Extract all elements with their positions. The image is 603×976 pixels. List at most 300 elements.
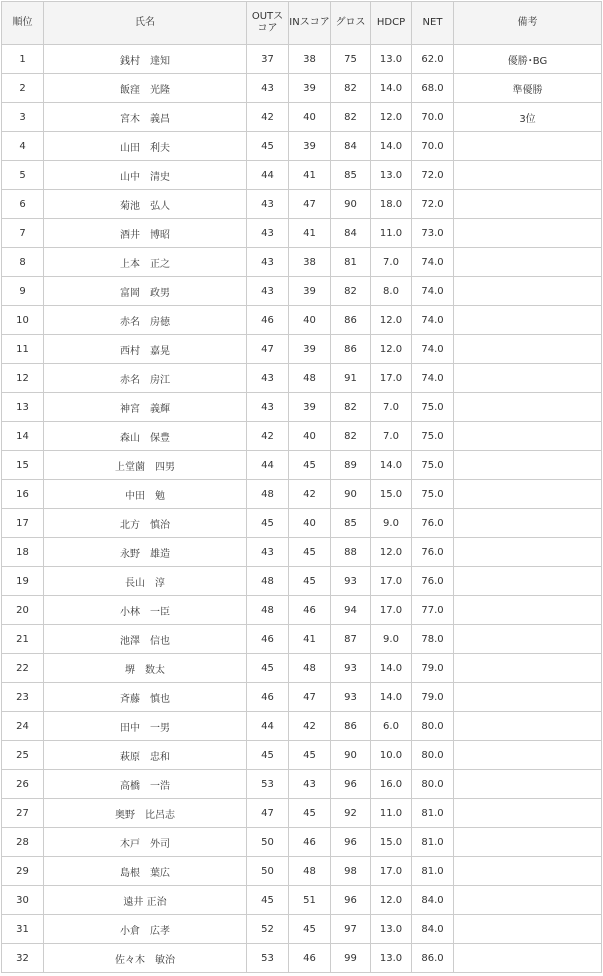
note-cell [454, 335, 602, 364]
gross-cell: 85 [331, 509, 371, 538]
hdcp-cell: 17.0 [371, 596, 412, 625]
rank-cell: 12 [2, 364, 44, 393]
gross-cell: 96 [331, 886, 371, 915]
table-row [2, 306, 602, 335]
rank-cell: 16 [2, 480, 44, 509]
in-score-cell: 39 [289, 277, 331, 306]
rank-cell: 27 [2, 799, 44, 828]
table-row [2, 799, 602, 828]
name-cell: 森山 保豊 [44, 422, 247, 451]
rank-cell: 2 [2, 74, 44, 103]
note-cell [454, 683, 602, 712]
note-cell [454, 480, 602, 509]
name-cell: 山田 利夫 [44, 132, 247, 161]
rank-cell: 32 [2, 944, 44, 973]
name-cell: 上堂薗 四男 [44, 451, 247, 480]
hdcp-cell: 14.0 [371, 683, 412, 712]
table-row [2, 886, 602, 915]
name-cell: 小林 一臣 [44, 596, 247, 625]
table-row [2, 596, 602, 625]
table-row [2, 944, 602, 973]
in-score-cell: 46 [289, 944, 331, 973]
table-row [2, 248, 602, 277]
out-score-cell: 37 [247, 45, 289, 74]
name-cell: 堺 数太 [44, 654, 247, 683]
note-cell [454, 509, 602, 538]
gross-cell: 87 [331, 625, 371, 654]
name-cell: 高橋 一浩 [44, 770, 247, 799]
table-row [2, 103, 602, 132]
net-cell: 81.0 [412, 828, 454, 857]
rank-cell: 20 [2, 596, 44, 625]
gross-cell: 90 [331, 480, 371, 509]
name-cell: 田中 一男 [44, 712, 247, 741]
results-table [1, 1, 602, 973]
name-cell: 宮木 義昌 [44, 103, 247, 132]
rank-cell: 21 [2, 625, 44, 654]
hdcp-cell: 12.0 [371, 335, 412, 364]
hdcp-cell: 14.0 [371, 654, 412, 683]
gross-cell: 93 [331, 567, 371, 596]
name-cell: 池澤 信也 [44, 625, 247, 654]
note-cell [454, 596, 602, 625]
rank-cell: 4 [2, 132, 44, 161]
hdcp-cell: 7.0 [371, 248, 412, 277]
in-score-cell: 46 [289, 828, 331, 857]
header-hdcp: HDCP [371, 2, 412, 45]
header-in-score: INスコア [289, 2, 331, 45]
note-cell [454, 219, 602, 248]
name-cell: 島根 葉広 [44, 857, 247, 886]
hdcp-cell: 11.0 [371, 219, 412, 248]
net-cell: 74.0 [412, 248, 454, 277]
hdcp-cell: 10.0 [371, 741, 412, 770]
net-cell: 78.0 [412, 625, 454, 654]
in-score-cell: 45 [289, 567, 331, 596]
in-score-cell: 48 [289, 857, 331, 886]
out-score-cell: 43 [247, 190, 289, 219]
table-row [2, 654, 602, 683]
name-cell: 佐々木 敏治 [44, 944, 247, 973]
name-cell: 永野 雄造 [44, 538, 247, 567]
hdcp-cell: 8.0 [371, 277, 412, 306]
note-cell [454, 944, 602, 973]
name-cell: 赤名 房江 [44, 364, 247, 393]
note-cell [454, 248, 602, 277]
out-score-cell: 46 [247, 306, 289, 335]
name-cell: 菊池 弘人 [44, 190, 247, 219]
gross-cell: 90 [331, 741, 371, 770]
hdcp-cell: 17.0 [371, 567, 412, 596]
net-cell: 81.0 [412, 799, 454, 828]
out-score-cell: 45 [247, 886, 289, 915]
in-score-cell: 39 [289, 132, 331, 161]
header-row [2, 2, 602, 45]
hdcp-cell: 15.0 [371, 480, 412, 509]
table-header [2, 2, 602, 45]
hdcp-cell: 9.0 [371, 625, 412, 654]
rank-cell: 19 [2, 567, 44, 596]
note-cell [454, 190, 602, 219]
net-cell: 75.0 [412, 393, 454, 422]
hdcp-cell: 9.0 [371, 509, 412, 538]
note-cell [454, 422, 602, 451]
in-score-cell: 41 [289, 161, 331, 190]
name-cell: 山中 清史 [44, 161, 247, 190]
note-cell [454, 886, 602, 915]
net-cell: 72.0 [412, 161, 454, 190]
out-score-cell: 48 [247, 596, 289, 625]
name-cell: 西村 嘉晃 [44, 335, 247, 364]
in-score-cell: 40 [289, 509, 331, 538]
note-cell [454, 132, 602, 161]
hdcp-cell: 6.0 [371, 712, 412, 741]
out-score-cell: 43 [247, 364, 289, 393]
in-score-cell: 48 [289, 364, 331, 393]
table-row [2, 74, 602, 103]
name-cell: 飯窪 光隆 [44, 74, 247, 103]
net-cell: 74.0 [412, 335, 454, 364]
name-cell: 遠井 正治 [44, 886, 247, 915]
in-score-cell: 45 [289, 741, 331, 770]
hdcp-cell: 17.0 [371, 857, 412, 886]
net-cell: 73.0 [412, 219, 454, 248]
gross-cell: 82 [331, 103, 371, 132]
in-score-cell: 45 [289, 451, 331, 480]
rank-cell: 23 [2, 683, 44, 712]
in-score-cell: 38 [289, 45, 331, 74]
out-score-cell: 44 [247, 712, 289, 741]
out-score-cell: 44 [247, 161, 289, 190]
name-cell: 奥野 比呂志 [44, 799, 247, 828]
note-cell [454, 799, 602, 828]
note-cell [454, 741, 602, 770]
table-row [2, 45, 602, 74]
net-cell: 79.0 [412, 683, 454, 712]
hdcp-cell: 12.0 [371, 306, 412, 335]
note-cell [454, 828, 602, 857]
out-score-cell: 43 [247, 74, 289, 103]
in-score-cell: 41 [289, 219, 331, 248]
gross-cell: 86 [331, 335, 371, 364]
gross-cell: 81 [331, 248, 371, 277]
note-cell: 3位 [454, 103, 602, 132]
gross-cell: 88 [331, 538, 371, 567]
header-net: NET [412, 2, 454, 45]
in-score-cell: 48 [289, 654, 331, 683]
note-cell [454, 277, 602, 306]
net-cell: 75.0 [412, 480, 454, 509]
hdcp-cell: 11.0 [371, 799, 412, 828]
table-row [2, 277, 602, 306]
hdcp-cell: 12.0 [371, 103, 412, 132]
out-score-cell: 46 [247, 625, 289, 654]
gross-cell: 82 [331, 422, 371, 451]
out-score-cell: 45 [247, 509, 289, 538]
name-cell: 斉藤 慎也 [44, 683, 247, 712]
table-row [2, 828, 602, 857]
gross-cell: 93 [331, 683, 371, 712]
rank-cell: 3 [2, 103, 44, 132]
out-score-cell: 45 [247, 741, 289, 770]
hdcp-cell: 13.0 [371, 915, 412, 944]
out-score-cell: 43 [247, 219, 289, 248]
gross-cell: 96 [331, 828, 371, 857]
hdcp-cell: 15.0 [371, 828, 412, 857]
in-score-cell: 38 [289, 248, 331, 277]
name-cell: 上本 正之 [44, 248, 247, 277]
out-score-cell: 43 [247, 277, 289, 306]
gross-cell: 92 [331, 799, 371, 828]
name-cell: 銭村 達知 [44, 45, 247, 74]
net-cell: 80.0 [412, 741, 454, 770]
in-score-cell: 42 [289, 712, 331, 741]
rank-cell: 13 [2, 393, 44, 422]
note-cell [454, 306, 602, 335]
hdcp-cell: 12.0 [371, 538, 412, 567]
out-score-cell: 43 [247, 393, 289, 422]
gross-cell: 97 [331, 915, 371, 944]
hdcp-cell: 14.0 [371, 132, 412, 161]
net-cell: 75.0 [412, 422, 454, 451]
note-cell [454, 364, 602, 393]
out-score-cell: 48 [247, 480, 289, 509]
in-score-cell: 40 [289, 422, 331, 451]
table-row [2, 364, 602, 393]
gross-cell: 93 [331, 654, 371, 683]
table-row [2, 915, 602, 944]
net-cell: 74.0 [412, 306, 454, 335]
rank-cell: 8 [2, 248, 44, 277]
net-cell: 76.0 [412, 567, 454, 596]
gross-cell: 86 [331, 712, 371, 741]
out-score-cell: 53 [247, 944, 289, 973]
note-cell [454, 915, 602, 944]
hdcp-cell: 13.0 [371, 45, 412, 74]
note-cell [454, 857, 602, 886]
in-score-cell: 40 [289, 306, 331, 335]
in-score-cell: 39 [289, 393, 331, 422]
table-row [2, 712, 602, 741]
note-cell [454, 567, 602, 596]
in-score-cell: 46 [289, 596, 331, 625]
note-cell [454, 712, 602, 741]
net-cell: 72.0 [412, 190, 454, 219]
name-cell: 長山 淳 [44, 567, 247, 596]
net-cell: 68.0 [412, 74, 454, 103]
in-score-cell: 51 [289, 886, 331, 915]
rank-cell: 29 [2, 857, 44, 886]
rank-cell: 18 [2, 538, 44, 567]
rank-cell: 1 [2, 45, 44, 74]
gross-cell: 86 [331, 306, 371, 335]
gross-cell: 89 [331, 451, 371, 480]
note-cell: 優勝･BG [454, 45, 602, 74]
table-row [2, 132, 602, 161]
rank-cell: 5 [2, 161, 44, 190]
net-cell: 80.0 [412, 712, 454, 741]
gross-cell: 90 [331, 190, 371, 219]
name-cell: 北方 慎治 [44, 509, 247, 538]
gross-cell: 82 [331, 393, 371, 422]
out-score-cell: 52 [247, 915, 289, 944]
out-score-cell: 42 [247, 103, 289, 132]
table-row [2, 451, 602, 480]
out-score-cell: 43 [247, 538, 289, 567]
hdcp-cell: 14.0 [371, 451, 412, 480]
in-score-cell: 43 [289, 770, 331, 799]
gross-cell: 82 [331, 277, 371, 306]
table-row [2, 393, 602, 422]
net-cell: 70.0 [412, 132, 454, 161]
table-row [2, 190, 602, 219]
hdcp-cell: 7.0 [371, 422, 412, 451]
rank-cell: 14 [2, 422, 44, 451]
net-cell: 75.0 [412, 451, 454, 480]
note-cell [454, 451, 602, 480]
table-row [2, 161, 602, 190]
net-cell: 74.0 [412, 364, 454, 393]
rank-cell: 26 [2, 770, 44, 799]
net-cell: 84.0 [412, 915, 454, 944]
table-body [2, 45, 602, 973]
in-score-cell: 40 [289, 103, 331, 132]
gross-cell: 98 [331, 857, 371, 886]
rank-cell: 28 [2, 828, 44, 857]
hdcp-cell: 12.0 [371, 886, 412, 915]
rank-cell: 31 [2, 915, 44, 944]
rank-cell: 6 [2, 190, 44, 219]
table-row [2, 509, 602, 538]
in-score-cell: 39 [289, 74, 331, 103]
hdcp-cell: 18.0 [371, 190, 412, 219]
name-cell: 富岡 政男 [44, 277, 247, 306]
table-row [2, 741, 602, 770]
rank-cell: 11 [2, 335, 44, 364]
out-score-cell: 44 [247, 451, 289, 480]
gross-cell: 94 [331, 596, 371, 625]
header-gross: グロス [331, 2, 371, 45]
hdcp-cell: 16.0 [371, 770, 412, 799]
in-score-cell: 42 [289, 480, 331, 509]
hdcp-cell: 13.0 [371, 944, 412, 973]
rank-cell: 15 [2, 451, 44, 480]
net-cell: 70.0 [412, 103, 454, 132]
note-cell [454, 770, 602, 799]
out-score-cell: 42 [247, 422, 289, 451]
out-score-cell: 47 [247, 335, 289, 364]
header-out-score: OUTスコア [247, 2, 289, 45]
in-score-cell: 41 [289, 625, 331, 654]
in-score-cell: 45 [289, 538, 331, 567]
hdcp-cell: 14.0 [371, 74, 412, 103]
rank-cell: 30 [2, 886, 44, 915]
net-cell: 74.0 [412, 277, 454, 306]
name-cell: 赤名 房徳 [44, 306, 247, 335]
net-cell: 80.0 [412, 770, 454, 799]
in-score-cell: 45 [289, 915, 331, 944]
hdcp-cell: 13.0 [371, 161, 412, 190]
in-score-cell: 47 [289, 683, 331, 712]
name-cell: 萩原 忠和 [44, 741, 247, 770]
table-row [2, 567, 602, 596]
gross-cell: 84 [331, 132, 371, 161]
out-score-cell: 50 [247, 828, 289, 857]
table-row [2, 480, 602, 509]
note-cell [454, 538, 602, 567]
rank-cell: 7 [2, 219, 44, 248]
net-cell: 62.0 [412, 45, 454, 74]
rank-cell: 17 [2, 509, 44, 538]
note-cell: 準優勝 [454, 74, 602, 103]
name-cell: 神宮 義輝 [44, 393, 247, 422]
net-cell: 77.0 [412, 596, 454, 625]
gross-cell: 84 [331, 219, 371, 248]
note-cell [454, 625, 602, 654]
table-row [2, 770, 602, 799]
note-cell [454, 161, 602, 190]
in-score-cell: 39 [289, 335, 331, 364]
out-score-cell: 48 [247, 567, 289, 596]
net-cell: 86.0 [412, 944, 454, 973]
note-cell [454, 654, 602, 683]
hdcp-cell: 17.0 [371, 364, 412, 393]
gross-cell: 91 [331, 364, 371, 393]
name-cell: 中田 勉 [44, 480, 247, 509]
table-row [2, 683, 602, 712]
note-cell [454, 393, 602, 422]
table-row [2, 422, 602, 451]
net-cell: 76.0 [412, 538, 454, 567]
gross-cell: 99 [331, 944, 371, 973]
rank-cell: 24 [2, 712, 44, 741]
out-score-cell: 50 [247, 857, 289, 886]
name-cell: 木戸 外司 [44, 828, 247, 857]
table-row [2, 538, 602, 567]
rank-cell: 10 [2, 306, 44, 335]
in-score-cell: 45 [289, 799, 331, 828]
net-cell: 79.0 [412, 654, 454, 683]
name-cell: 酒井 博昭 [44, 219, 247, 248]
gross-cell: 96 [331, 770, 371, 799]
table-row [2, 335, 602, 364]
table-row [2, 625, 602, 654]
rank-cell: 9 [2, 277, 44, 306]
gross-cell: 75 [331, 45, 371, 74]
gross-cell: 82 [331, 74, 371, 103]
out-score-cell: 53 [247, 770, 289, 799]
net-cell: 81.0 [412, 857, 454, 886]
name-cell: 小倉 広孝 [44, 915, 247, 944]
net-cell: 76.0 [412, 509, 454, 538]
rank-cell: 25 [2, 741, 44, 770]
out-score-cell: 43 [247, 248, 289, 277]
out-score-cell: 46 [247, 683, 289, 712]
in-score-cell: 47 [289, 190, 331, 219]
rank-cell: 22 [2, 654, 44, 683]
net-cell: 84.0 [412, 886, 454, 915]
hdcp-cell: 7.0 [371, 393, 412, 422]
gross-cell: 85 [331, 161, 371, 190]
table-row [2, 857, 602, 886]
header-name: 氏名 [44, 2, 247, 45]
table-row [2, 219, 602, 248]
out-score-cell: 45 [247, 654, 289, 683]
out-score-cell: 47 [247, 799, 289, 828]
out-score-cell: 45 [247, 132, 289, 161]
header-note: 備考 [454, 2, 602, 45]
header-rank: 順位 [2, 2, 44, 45]
